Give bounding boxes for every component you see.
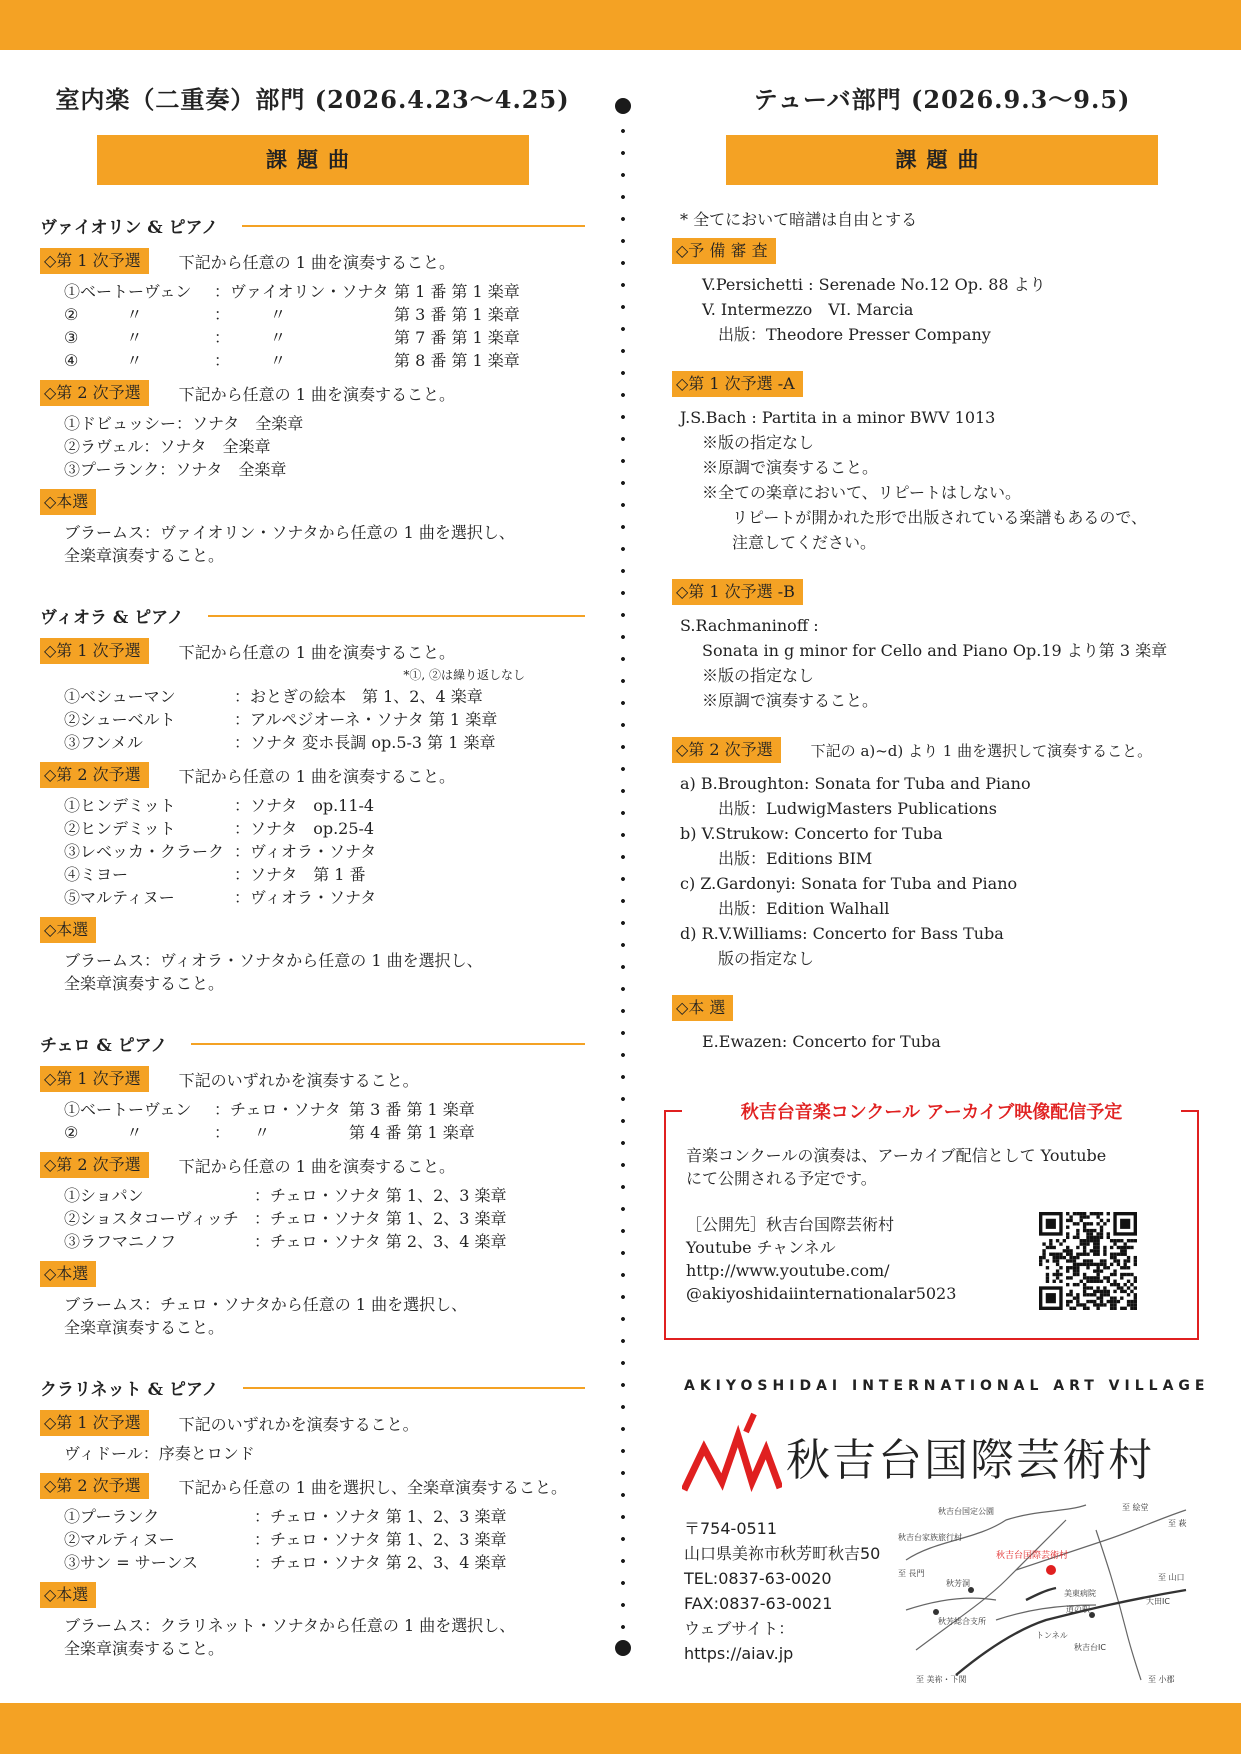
text-line: 全楽章演奏すること。: [64, 1318, 225, 1337]
notice-line: ［公開先］秋吉台国際芸術村: [686, 1215, 895, 1234]
tuba-piece-text: [680, 405, 1212, 555]
section-gap: [40, 567, 585, 589]
round-tag: ◇第 2 次予選: [40, 1152, 149, 1178]
tuba-text-line: 出版：Theodore Presser Company: [718, 325, 991, 344]
composer: ②ヒンデミット: [64, 819, 176, 838]
chamber-music-column: [40, 50, 585, 1660]
round-label-row: [40, 1261, 585, 1287]
piece-row: [64, 1505, 585, 1528]
round-label-row: [40, 1582, 585, 1608]
art-village-logo-icon: [682, 1412, 782, 1494]
piece-text: [64, 1293, 585, 1339]
piece-text: [64, 949, 585, 995]
instrument-name: ヴァイオリン & ピアノ: [40, 218, 219, 238]
top-band: [0, 0, 1241, 50]
piece-list: [64, 685, 585, 754]
round-note: 下記から任意の 1 曲を演奏すること。: [178, 252, 456, 272]
tuba-banner: 課題曲: [726, 135, 1158, 185]
work: ：チェロ・ソナタ 第 2、3、4 楽章: [254, 1232, 507, 1251]
instrument-name: ヴィオラ & ピアノ: [40, 608, 184, 628]
piece-row: [64, 280, 585, 303]
brand-address: [684, 1516, 880, 1666]
composer: ②マルティヌー: [64, 1530, 175, 1549]
tuba-text-line: 出版：LudwigMasters Publications: [718, 799, 997, 818]
work: ：チェロ・ソナタ: [214, 1100, 341, 1119]
instrument-name: クラリネット & ピアノ: [40, 1380, 219, 1400]
movement: 第 3 番 第 1 楽章: [394, 305, 520, 324]
archive-notice-title: 秋吉台音楽コンクール アーカイブ映像配信予定: [682, 1098, 1181, 1124]
round-label-row: [40, 248, 585, 274]
piece-row: [64, 1098, 585, 1121]
round-note: 下記から任意の 1 曲を演奏すること。: [178, 642, 456, 662]
tuba-piece-text: [680, 1029, 1212, 1054]
composer: ③ 〃: [64, 328, 143, 347]
instrument-heading: [40, 1031, 585, 1056]
work: ：ソナタ 第 1 番: [234, 865, 366, 884]
instrument-heading: [40, 1375, 585, 1400]
heading-rule: [243, 1387, 586, 1389]
village-marker-icon: [1046, 1565, 1056, 1575]
map-label-ogori: 至 小郡: [1148, 1675, 1175, 1684]
round-tag: ◇本選: [40, 917, 96, 943]
divider-dot-bottom: [615, 1640, 631, 1656]
work: ：チェロ・ソナタ 第 1、2、3 楽章: [254, 1507, 507, 1526]
round-tag: ◇第 1 次予選: [40, 248, 149, 274]
tuba-round-tag: ◇第 2 次予選: [672, 737, 781, 763]
map-label-edo: 至 絵堂: [1122, 1503, 1149, 1512]
piece-row: [64, 349, 585, 372]
piece-row: [64, 1528, 585, 1551]
tuba-column: [672, 50, 1212, 1054]
composer: ⑤マルティヌー: [64, 888, 175, 907]
map-label-village: 秋吉台国際芸術村: [996, 1551, 1069, 1561]
piece-row: [64, 863, 585, 886]
map-label-sogo: 秋芳総合支所: [938, 1617, 986, 1626]
composer: ①ベシューマン: [64, 687, 176, 706]
work: ： 〃: [214, 328, 287, 347]
piece-row: [64, 303, 585, 326]
piece-row: [64, 1207, 585, 1230]
round-tag: ◇本選: [40, 489, 96, 515]
tuba-text-line: d) R.V.Williams: Concerto for Bass Tuba: [680, 924, 1004, 943]
tuba-round-tag: ◇第 1 次予選 -A: [672, 371, 803, 397]
website-link[interactable]: https://aiav.jp: [684, 1644, 794, 1663]
heading-rule: [191, 1043, 585, 1045]
composer: ①ショパン: [64, 1186, 144, 1205]
round-tag: ◇第 1 次予選: [40, 638, 149, 664]
tuba-text-line: a) B.Broughton: Sonata for Tuba and Piano: [680, 774, 1031, 793]
round-label-row: [40, 1473, 585, 1499]
postal-code: 〒754-0511: [684, 1519, 778, 1538]
text-line: 全楽章演奏すること。: [64, 546, 225, 565]
tuba-round-note: 下記の a)~d) より 1 曲を選択して演奏すること。: [810, 741, 1153, 760]
piece-text: [64, 412, 585, 481]
composer: ③ラフマニノフ: [64, 1232, 177, 1251]
map-label-tunnel: トンネル: [1036, 1631, 1068, 1640]
round-tag: ◇第 1 次予選: [40, 1410, 149, 1436]
round-note: 下記のいずれかを演奏すること。: [178, 1414, 419, 1434]
map-label-mine: 至 美祢・下関: [916, 1675, 967, 1684]
text-line: ブラームス：ヴィオラ・ソナタから任意の 1 曲を選択し、: [64, 951, 483, 970]
tuba-text-line: 版の指定なし: [718, 949, 815, 968]
piece-row: [64, 794, 585, 817]
text-line: ヴィドール：序奏とロンド: [64, 1444, 255, 1463]
street-address: 山口県美祢市秋芳町秋吉50: [684, 1544, 881, 1563]
map-label-akiyoshido: 秋芳洞: [946, 1579, 970, 1588]
piece-row: [64, 326, 585, 349]
piece-row: [64, 731, 585, 754]
tuba-round-tag: ◇第 1 次予選 -B: [672, 579, 803, 605]
instrument-heading: [40, 213, 585, 238]
tuba-round-label-row: [672, 737, 1212, 763]
map-label-nagato: 至 長門: [898, 1569, 925, 1578]
tuba-round-tag: ◇予 備 審 査: [672, 238, 776, 264]
text-line: ブラームス：チェロ・ソナタから任意の 1 曲を選択し、: [64, 1295, 468, 1314]
brand-japanese-name: 秋吉台国際芸術村: [786, 1435, 1154, 1486]
website-label: ウェブサイト：: [684, 1619, 795, 1638]
work: ：チェロ・ソナタ 第 1、2、3 楽章: [254, 1186, 507, 1205]
work: ：チェロ・ソナタ 第 1、2、3 楽章: [254, 1530, 507, 1549]
qr-code-icon[interactable]: [1039, 1212, 1137, 1310]
instrument-heading: [40, 603, 585, 628]
map-label-family: 秋吉台家族旅行村: [898, 1533, 962, 1542]
section-gap: [40, 1339, 585, 1361]
tuba-text-line: b) V.Strukow: Concerto for Tuba: [680, 824, 943, 843]
piece-text: [64, 521, 585, 567]
work: ：ソナタ 変ホ長調 op.5-3 第 1 楽章: [234, 733, 496, 752]
divider-dot-top: [615, 98, 631, 114]
tuba-text-line: リピートが開かれた形で出版されている楽譜もあるので、: [732, 508, 1148, 527]
tuba-round-label-row: [672, 371, 1212, 397]
brand-english-name: AKIYOSHIDAI INTERNATIONAL ART VILLAGE: [684, 1378, 1210, 1394]
composer: ②ショスタコーヴィッチ: [64, 1209, 239, 1228]
work: ： 〃: [214, 351, 287, 370]
composer: ② 〃: [64, 305, 143, 324]
tuba-round-label-row: [672, 579, 1212, 605]
movement: 第 3 番 第 1 楽章: [349, 1100, 475, 1119]
round-note: 下記から任意の 1 曲を演奏すること。: [178, 766, 456, 786]
tuba-text-line: V. Intermezzo VI. Marcia: [702, 300, 914, 319]
work: ：チェロ・ソナタ 第 2、3、4 楽章: [254, 1553, 507, 1572]
archive-notice-box: [664, 1102, 1199, 1340]
composer: ③レベッカ・クラーク: [64, 842, 225, 861]
round-small-note: *①, ②は繰り返しなし: [403, 668, 525, 682]
map-label-ota: 大田IC: [1146, 1597, 1170, 1606]
tuba-piece-text: [680, 272, 1212, 347]
tuba-text-line: Sonata in g minor for Cello and Piano Op.19 より第 3 楽章: [702, 641, 1168, 660]
round-tag: ◇第 1 次予選: [40, 1066, 149, 1092]
piece-list: [64, 280, 585, 372]
tuba-text-line: ※原調で演奏すること。: [702, 691, 879, 710]
map-label-michinoeki: 道の駅: [1066, 1605, 1090, 1614]
text-line: ブラームス：クラリネット・ソナタから任意の 1 曲を選択し、: [64, 1616, 516, 1635]
composer: ③サン = サーンス: [64, 1553, 198, 1572]
piece-list: [64, 1098, 585, 1144]
tuba-round-label-row: [672, 238, 1212, 264]
round-label-row: [40, 1152, 585, 1178]
composer: ④ミヨー: [64, 865, 129, 884]
access-map: [896, 1500, 1196, 1685]
composer: ①ヒンデミット: [64, 796, 176, 815]
section-gap: [40, 995, 585, 1017]
round-tag: ◇本選: [40, 1582, 96, 1608]
composer: ①ベートーヴェン: [64, 1100, 192, 1119]
round-tag: ◇第 2 次予選: [40, 1473, 149, 1499]
piece-text: [64, 1442, 585, 1465]
round-note: 下記から任意の 1 曲を演奏すること。: [178, 384, 456, 404]
piece-row: [64, 1184, 585, 1207]
composer: ①ベートーヴェン: [64, 282, 192, 301]
movement: 第 4 番 第 1 楽章: [349, 1123, 475, 1142]
composer: ③フンメル: [64, 733, 143, 752]
work: ：ソナタ op.11-4: [234, 796, 375, 815]
piece-row: [64, 886, 585, 909]
piece-list: [64, 794, 585, 909]
work: ：おとぎの絵本 第 1、2、4 楽章: [234, 687, 483, 706]
tuba-text-line: 出版：Edition Walhall: [718, 899, 890, 918]
tuba-text-line: 注意してください。: [732, 533, 877, 552]
tuba-rounds: [672, 238, 1212, 1054]
work: ： 〃: [214, 1123, 271, 1142]
round-label-row: [40, 1066, 585, 1092]
piece-row: [64, 708, 585, 731]
composer: ①プーランク: [64, 1507, 160, 1526]
map-label-yamaguchi: 至 山口: [1158, 1573, 1185, 1582]
piece-row: [64, 1121, 585, 1144]
tuba-round-label-row: [672, 995, 1212, 1021]
piece-text: [64, 1614, 585, 1660]
heading-rule: [208, 615, 585, 617]
tuba-text-line: ※版の指定なし: [702, 433, 815, 452]
work: ：ヴィオラ・ソナタ: [234, 888, 377, 907]
round-note: 下記から任意の 1 曲を選択し、全楽章演奏すること。: [178, 1477, 568, 1497]
heading-rule: [242, 225, 585, 227]
round-label-row: [40, 762, 585, 788]
work: ：ヴァイオリン・ソナタ: [214, 282, 389, 301]
map-label-hagi: 至 萩: [1168, 1519, 1187, 1528]
text-line: 全楽章演奏すること。: [64, 1639, 225, 1658]
text-line: ③プーランク：ソナタ 全楽章: [64, 460, 287, 479]
chamber-banner: 課題曲: [97, 135, 529, 185]
fax-number: FAX:0837-63-0021: [684, 1594, 833, 1613]
piece-row: [64, 840, 585, 863]
composer: ②シューベルト: [64, 710, 176, 729]
tel-number: TEL:0837-63-0020: [684, 1569, 832, 1588]
piece-row: [64, 1230, 585, 1253]
text-line: ブラームス：ヴァイオリン・ソナタから任意の 1 曲を選択し、: [64, 523, 515, 542]
work: ：チェロ・ソナタ 第 1、2、3 楽章: [254, 1209, 507, 1228]
tuba-text-line: 出版：Editions BIM: [718, 849, 873, 868]
chamber-sections: [40, 213, 585, 1660]
tuba-text-line: V.Persichetti : Serenade No.12 Op. 88 より: [702, 275, 1046, 294]
notice-line: 音楽コンクールの演奏は、アーカイブ配信として Youtube: [686, 1146, 1107, 1165]
tuba-text-line: J.S.Bach : Partita in a minor BWV 1013: [680, 408, 996, 427]
work: ： 〃: [214, 305, 287, 324]
chamber-dept-title: 室内楽（二重奏）部門 (2026.4.23〜4.25): [55, 85, 570, 114]
piece-list: [64, 1505, 585, 1574]
notice-line: にて公開される予定です。: [686, 1169, 877, 1188]
round-tag: ◇本選: [40, 1261, 96, 1287]
round-label-row: [40, 917, 585, 943]
tuba-intro: * 全てにおいて暗譜は自由とする: [680, 210, 918, 229]
text-line: ②ラヴェル：ソナタ 全楽章: [64, 437, 271, 456]
youtube-handle[interactable]: @akiyoshidaiinternationalar5023: [686, 1284, 957, 1303]
work: ：ソナタ op.25-4: [234, 819, 375, 838]
piece-row: [64, 1551, 585, 1574]
round-label-row: [40, 380, 585, 406]
round-note: 下記のいずれかを演奏すること。: [178, 1070, 419, 1090]
round-label-row: [40, 638, 585, 664]
youtube-link[interactable]: http://www.youtube.com/: [686, 1261, 890, 1280]
tuba-text-line: ※版の指定なし: [702, 666, 815, 685]
tuba-text-line: S.Rachmaninoff :: [680, 616, 819, 635]
round-tag: ◇第 2 次予選: [40, 380, 149, 406]
round-label-row: [40, 1410, 585, 1436]
piece-list: [64, 1184, 585, 1253]
tuba-piece-text: [680, 613, 1212, 713]
map-label-ic: 秋吉台IC: [1074, 1643, 1106, 1652]
text-line: 全楽章演奏すること。: [64, 974, 225, 993]
map-label-bitou: 美東病院: [1064, 1589, 1096, 1598]
tuba-piece-text: [680, 771, 1212, 971]
piece-row: [64, 685, 585, 708]
tuba-dept-title: テューバ部門 (2026.9.3〜9.5): [753, 85, 1131, 114]
tuba-text-line: ※原調で演奏すること。: [702, 458, 879, 477]
piece-row: [64, 817, 585, 840]
movement: 第 8 番 第 1 楽章: [394, 351, 520, 370]
tuba-text-line: ※全ての楽章において、リピートはしない。: [702, 483, 1022, 502]
movement: 第 7 番 第 1 楽章: [394, 328, 520, 347]
work: ：アルペジオーネ・ソナタ 第 1 楽章: [234, 710, 498, 729]
notice-line: Youtube チャンネル: [686, 1238, 836, 1257]
composer: ② 〃: [64, 1123, 143, 1142]
text-line: ①ドビュッシー：ソナタ 全楽章: [64, 414, 304, 433]
round-note: 下記から任意の 1 曲を演奏すること。: [178, 1156, 456, 1176]
column-divider: [615, 90, 631, 1660]
tuba-text-line: c) Z.Gardonyi: Sonata for Tuba and Piano: [680, 874, 1018, 893]
composer: ④ 〃: [64, 351, 143, 370]
bottom-band: [0, 1703, 1241, 1754]
tuba-round-tag: ◇本 選: [672, 995, 733, 1021]
map-label-park: 秋吉台国定公園: [938, 1507, 994, 1516]
movement: 第 1 番 第 1 楽章: [394, 282, 520, 301]
round-tag: ◇第 2 次予選: [40, 762, 149, 788]
work: ：ヴィオラ・ソナタ: [234, 842, 377, 861]
round-label-row: [40, 489, 585, 515]
instrument-name: チェロ & ピアノ: [40, 1036, 168, 1056]
divider-dotted-line: [621, 120, 625, 1640]
tuba-text-line: E.Ewazen: Concerto for Tuba: [702, 1032, 941, 1051]
